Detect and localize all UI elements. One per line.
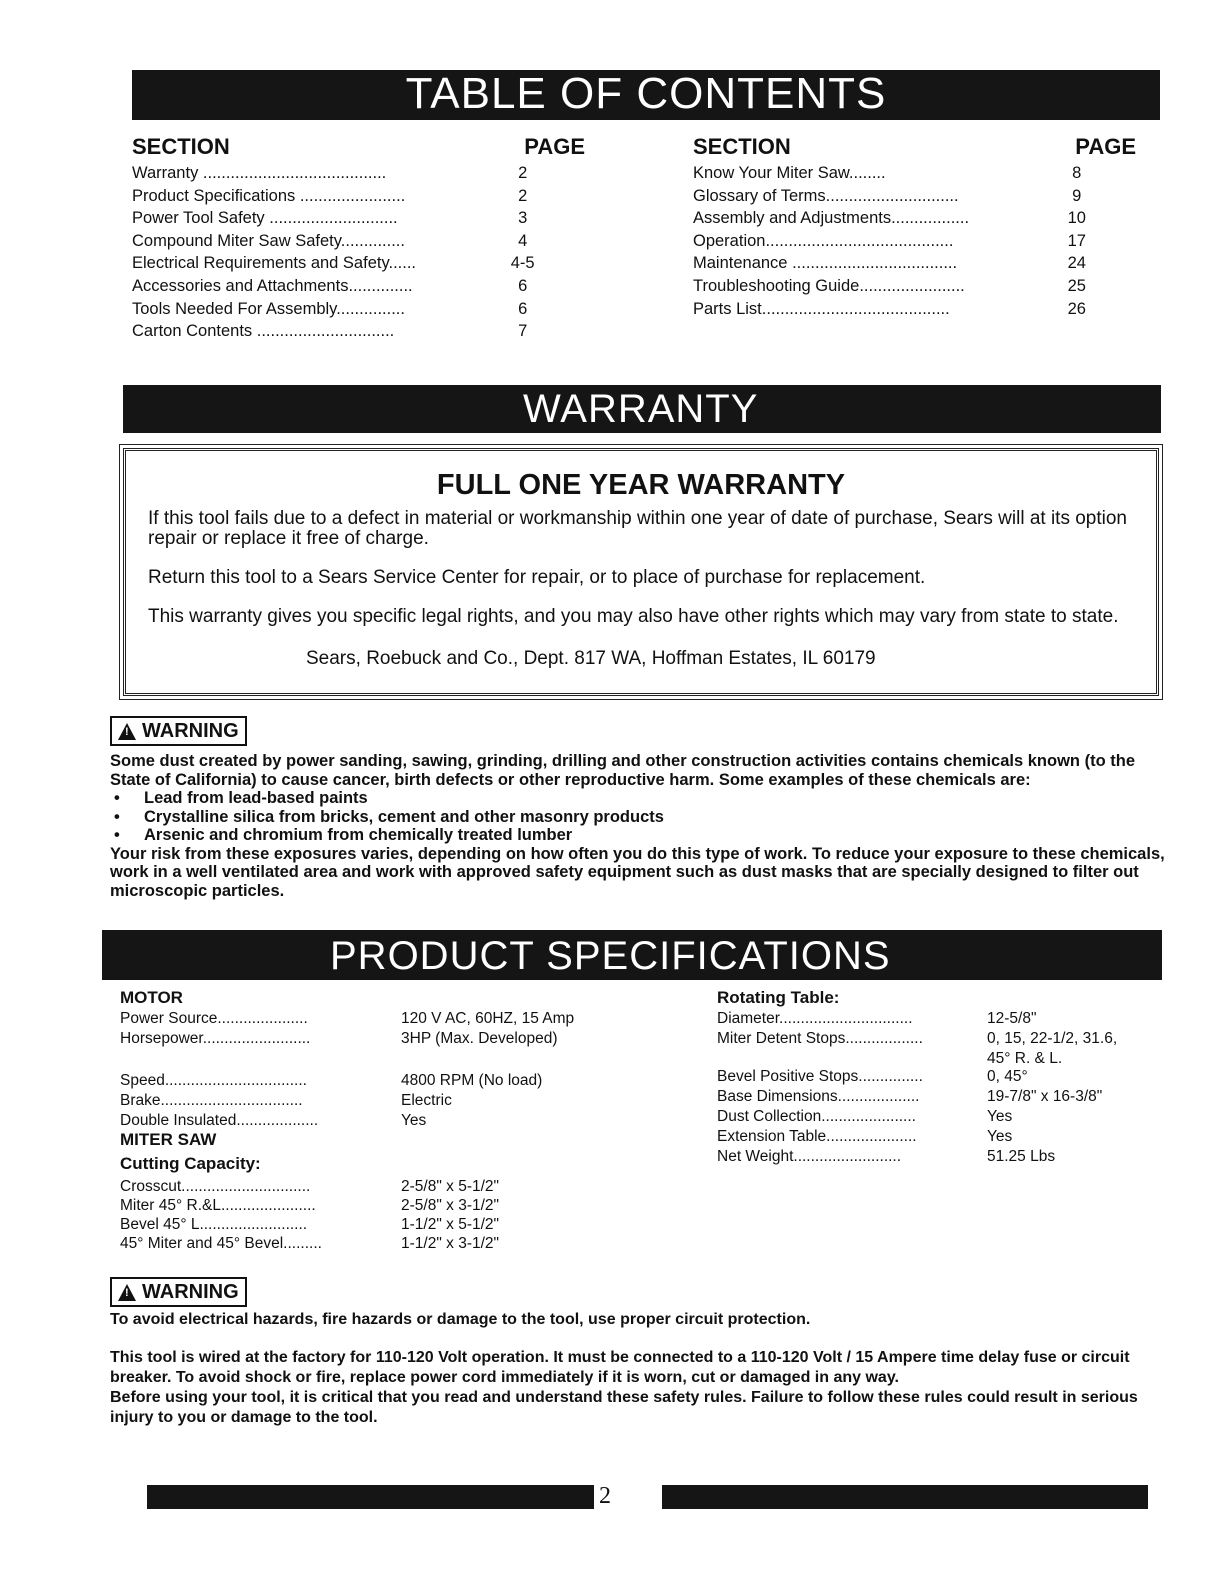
toc-entry bbox=[132, 320, 587, 343]
cutting-capacity-header: Cutting Capacity: bbox=[120, 1154, 261, 1173]
toc-entry bbox=[693, 162, 1136, 185]
spec-value: Electric bbox=[401, 1092, 452, 1109]
spec-label: Bevel Positive Stops............... bbox=[717, 1068, 923, 1085]
warning-label-text: WARNING bbox=[142, 720, 239, 742]
toc-entry-label: Assembly and Adjustments................. bbox=[693, 209, 970, 228]
warning-2-p2: This tool is wired at the factory for 110-120 Volt operation. It must be connected to a 110-120 Volt / 15 Ampere time delay fuse or circuit breaker. To avoid shock or fire, replace power cord immediately if it is worn, cut or damaged in any way. bbox=[110, 1349, 1130, 1386]
toc-left-header bbox=[132, 134, 587, 162]
toc-entry-page: 26 bbox=[1067, 299, 1086, 318]
spec-value: 0, 45° bbox=[987, 1068, 1028, 1085]
toc-entry bbox=[693, 185, 1136, 208]
warranty-paragraph-2: Return this tool to a Sears Service Center for repair, or to place of purchase for replacement. bbox=[148, 567, 926, 588]
toc-entry bbox=[693, 252, 1136, 275]
toc-entry-label: Tools Needed For Assembly............... bbox=[132, 299, 405, 318]
warranty-title: WARRANTY bbox=[523, 387, 759, 431]
warning-label-2 bbox=[110, 1277, 247, 1307]
spec-label: Base Dimensions................... bbox=[717, 1088, 920, 1105]
toc-entry-label: Product Specifications ....................... bbox=[132, 186, 406, 205]
toc-entry-page: 7 bbox=[518, 322, 528, 341]
toc-entry bbox=[132, 162, 587, 185]
toc-entry-label: Compound Miter Saw Safety.............. bbox=[132, 231, 405, 250]
spec-label: Horsepower......................... bbox=[120, 1030, 311, 1047]
spec-label: Speed................................. bbox=[120, 1072, 307, 1089]
warning-1-bullet: • Crystalline silica from bricks, cement and other masonry products bbox=[110, 808, 1175, 827]
toc-entry-page: 8 bbox=[1072, 164, 1082, 182]
warning-triangle-icon bbox=[118, 1284, 136, 1301]
spec-value: Yes bbox=[401, 1112, 427, 1129]
toc-entry bbox=[132, 252, 587, 275]
specs-left bbox=[120, 988, 680, 1258]
toc-entry bbox=[132, 275, 587, 298]
spec-label: Diameter............................... bbox=[717, 1010, 913, 1027]
warranty-banner bbox=[123, 385, 1161, 433]
toc-title: TABLE OF CONTENTS bbox=[405, 69, 887, 118]
motor-header: MOTOR bbox=[120, 988, 183, 1007]
warning-1-text bbox=[110, 752, 1175, 900]
warning-2-text bbox=[110, 1310, 1170, 1428]
warning-label-text: WARNING bbox=[142, 1281, 239, 1303]
spec-value-continued: 45° R. & L. bbox=[987, 1050, 1063, 1067]
toc-entry-page: 4 bbox=[518, 231, 528, 250]
warning-1-bullet: • Lead from lead-based paints bbox=[110, 789, 1175, 808]
toc-entry bbox=[693, 230, 1136, 253]
toc-right-column bbox=[693, 134, 1136, 320]
toc-entry-page: 3 bbox=[518, 209, 528, 228]
toc-entry-label: Power Tool Safety ............................ bbox=[132, 209, 398, 228]
toc-entry-page: 25 bbox=[1067, 276, 1086, 295]
spec-label: Dust Collection...................... bbox=[717, 1108, 916, 1125]
spec-value: 51.25 Lbs bbox=[987, 1148, 1056, 1165]
toc-entry-page: 4-5 bbox=[510, 254, 535, 273]
specs-title: PRODUCT SPECIFICATIONS bbox=[330, 934, 891, 978]
spec-label: Bevel 45° L......................... bbox=[120, 1216, 308, 1233]
toc-page-header: PAGE bbox=[1075, 134, 1136, 159]
warning-1-outro: Your risk from these exposures varies, depending on how often you do this type of work. To reduce your exposure to these chemicals, work in a well ventilated area and work with approved safety equipment such as dust masks that are specially designed to filter out microscopic particles. bbox=[110, 844, 1165, 900]
spec-value: Yes bbox=[987, 1108, 1013, 1125]
spec-value: 120 V AC, 60HZ, 15 Amp bbox=[401, 1010, 575, 1027]
toc-entry-page: 10 bbox=[1067, 209, 1086, 228]
toc-entry-page: 6 bbox=[518, 299, 528, 318]
spec-value: 1-1/2" x 3-1/2" bbox=[401, 1235, 500, 1252]
toc-page-header: PAGE bbox=[524, 134, 585, 159]
specs-right bbox=[717, 988, 1157, 1188]
toc-entry-label: Operation......................................... bbox=[693, 231, 954, 250]
toc-left-column bbox=[132, 134, 587, 343]
spec-label: Crosscut.............................. bbox=[120, 1178, 311, 1195]
warranty-paragraph-3: This warranty gives you specific legal rights, and you may also have other rights which may vary from state to state. bbox=[148, 606, 1119, 627]
toc-entry-label: Maintenance .................................... bbox=[693, 254, 958, 273]
spec-label: Net Weight......................... bbox=[717, 1148, 902, 1165]
toc-section-header: SECTION bbox=[693, 134, 791, 159]
toc-entry bbox=[132, 185, 587, 208]
spec-label: Brake................................. bbox=[120, 1092, 303, 1109]
spec-label: Power Source..................... bbox=[120, 1010, 308, 1027]
toc-entry bbox=[693, 207, 1136, 230]
toc-entry-label: Troubleshooting Guide....................... bbox=[693, 276, 965, 295]
spec-label: Miter Detent Stops.................. bbox=[717, 1030, 923, 1047]
spec-value: 3HP (Max. Developed) bbox=[401, 1030, 558, 1047]
toc-right-header bbox=[693, 134, 1136, 162]
warning-1-bullet: • Arsenic and chromium from chemically treated lumber bbox=[110, 826, 1175, 845]
spec-value: 0, 15, 22-1/2, 31.6, bbox=[987, 1030, 1118, 1047]
toc-entry bbox=[693, 298, 1136, 321]
page-number: 2 bbox=[599, 1483, 611, 1509]
spec-value: 2-5/8" x 3-1/2" bbox=[401, 1197, 500, 1214]
toc-entry bbox=[693, 275, 1136, 298]
toc-entry-label: Carton Contents .............................. bbox=[132, 322, 395, 341]
specs-banner bbox=[102, 930, 1162, 980]
spec-value: 4800 RPM (No load) bbox=[401, 1072, 543, 1089]
spec-value: 1-1/2" x 5-1/2" bbox=[401, 1216, 500, 1233]
toc-entry-page: 24 bbox=[1067, 254, 1086, 273]
warranty-address: Sears, Roebuck and Co., Dept. 817 WA, Hoffman Estates, IL 60179 bbox=[306, 648, 876, 669]
toc-entry-page: 2 bbox=[518, 186, 528, 205]
spec-value: 2-5/8" x 5-1/2" bbox=[401, 1178, 500, 1195]
toc-section-header: SECTION bbox=[132, 134, 230, 159]
toc-entry bbox=[132, 207, 587, 230]
toc-entry-page: 17 bbox=[1067, 231, 1086, 250]
toc-entry-label: Glossary of Terms............................. bbox=[693, 186, 959, 205]
spec-value: 12-5/8" bbox=[987, 1010, 1037, 1027]
toc-entry-label: Warranty ........................................ bbox=[132, 164, 387, 182]
rotating-table-header: Rotating Table: bbox=[717, 988, 840, 1007]
warning-2-p1: To avoid electrical hazards, fire hazards or damage to the tool, use proper circuit protection. bbox=[110, 1311, 811, 1328]
toc-entry-page: 6 bbox=[518, 276, 528, 295]
spec-label: Extension Table..................... bbox=[717, 1128, 917, 1145]
toc-entry bbox=[132, 298, 587, 321]
spec-label: Double Insulated................... bbox=[120, 1112, 319, 1129]
toc-entry-page: 2 bbox=[518, 164, 528, 182]
warning-1-intro: Some dust created by power sanding, sawing, grinding, drilling and other construction activities contains chemicals known (to the State of California) to cause cancer, birth defects or other reproductive harm. Some examples of these chemicals are: bbox=[110, 752, 1135, 789]
warranty-box bbox=[123, 448, 1159, 696]
warranty-paragraph-1: If this tool fails due to a defect in material or workmanship within one year of date of purchase, Sears will at its option repair or replace it free of charge. bbox=[148, 508, 1128, 549]
toc-entry-label: Accessories and Attachments.............. bbox=[132, 276, 413, 295]
spec-value: 19-7/8" x 16-3/8" bbox=[987, 1088, 1103, 1105]
spec-value: Yes bbox=[987, 1128, 1013, 1145]
spec-label: 45° Miter and 45° Bevel......... bbox=[120, 1235, 322, 1252]
toc-entry-label: Electrical Requirements and Safety...... bbox=[132, 254, 416, 273]
toc-entry-page: 9 bbox=[1072, 186, 1082, 205]
toc-banner bbox=[132, 70, 1160, 120]
warning-2-p3: Before using your tool, it is critical that you read and understand these safety rules. Failure to follow these rules could result in serious injury to you or damage to the tool. bbox=[110, 1389, 1138, 1426]
warranty-heading: FULL ONE YEAR WARRANTY bbox=[436, 469, 846, 501]
spec-label: Miter 45° R.&L...................... bbox=[120, 1197, 316, 1214]
warning-label-1 bbox=[110, 716, 247, 746]
warning-triangle-icon bbox=[118, 723, 136, 740]
toc-entry-label: Know Your Miter Saw........ bbox=[693, 164, 886, 182]
toc-entry bbox=[132, 230, 587, 253]
toc-entry-label: Parts List......................................... bbox=[693, 299, 950, 318]
miter-saw-header: MITER SAW bbox=[120, 1130, 217, 1149]
